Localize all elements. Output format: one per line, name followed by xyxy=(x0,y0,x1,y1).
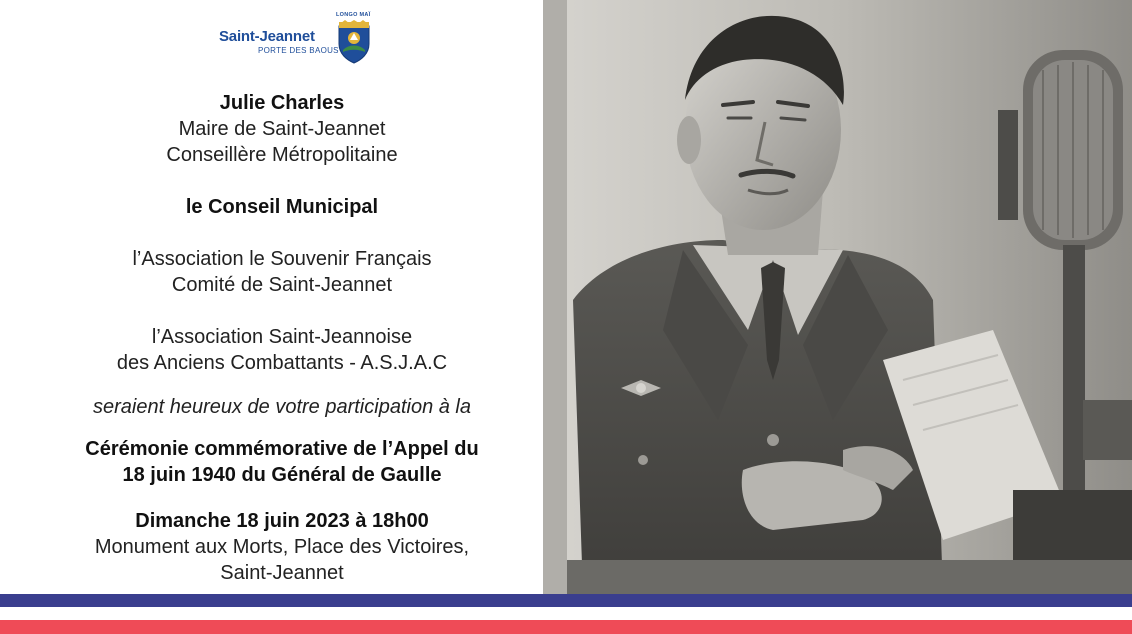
location-line-2: Saint-Jeannet xyxy=(220,562,344,584)
radio-broadcast-illustration xyxy=(543,0,1132,594)
invitation-panel xyxy=(0,0,548,594)
municipal-council: le Conseil Municipal xyxy=(185,196,379,218)
association-1-line-1: l’Association le Souvenir Français xyxy=(132,248,432,270)
logo-subtitle: PORTE DES BAOUS xyxy=(258,46,339,55)
event-title-line-1: Cérémonie commémorative de l’Appel du xyxy=(85,438,479,460)
general-de-gaulle-photo xyxy=(543,0,1132,594)
host-title-councillor: Conseillère Métropolitaine xyxy=(166,144,398,166)
association-1-line-2: Comité de Saint-Jeannet xyxy=(171,274,393,296)
location-line-1: Monument aux Morts, Place des Victoires, xyxy=(94,536,470,558)
association-2-line-2: des Anciens Combattants - A.S.J.A.C xyxy=(116,352,448,374)
flag-stripe-blue xyxy=(0,594,1132,607)
logo-motto: LONGO MAÏ xyxy=(336,12,371,18)
flag-stripe-white xyxy=(0,607,1132,620)
invitation-phrase: seraient heureux de votre participation à la xyxy=(92,396,471,418)
host-title-mayor: Maire de Saint-Jeannet xyxy=(178,118,386,140)
event-title-line-2: 18 juin 1940 du Général de Gaulle xyxy=(122,464,442,486)
logo-name: Saint-Jeannet xyxy=(219,28,315,45)
saint-jeannet-logo xyxy=(219,12,379,66)
host-name: Julie Charles xyxy=(219,92,345,114)
event-date: Dimanche 18 juin 2023 à 18h00 xyxy=(135,510,429,532)
invitation-text xyxy=(40,90,524,586)
flag-stripe-red xyxy=(0,620,1132,634)
association-2-line-1: l’Association Saint-Jeannoise xyxy=(151,326,413,348)
crest-icon xyxy=(337,20,371,64)
